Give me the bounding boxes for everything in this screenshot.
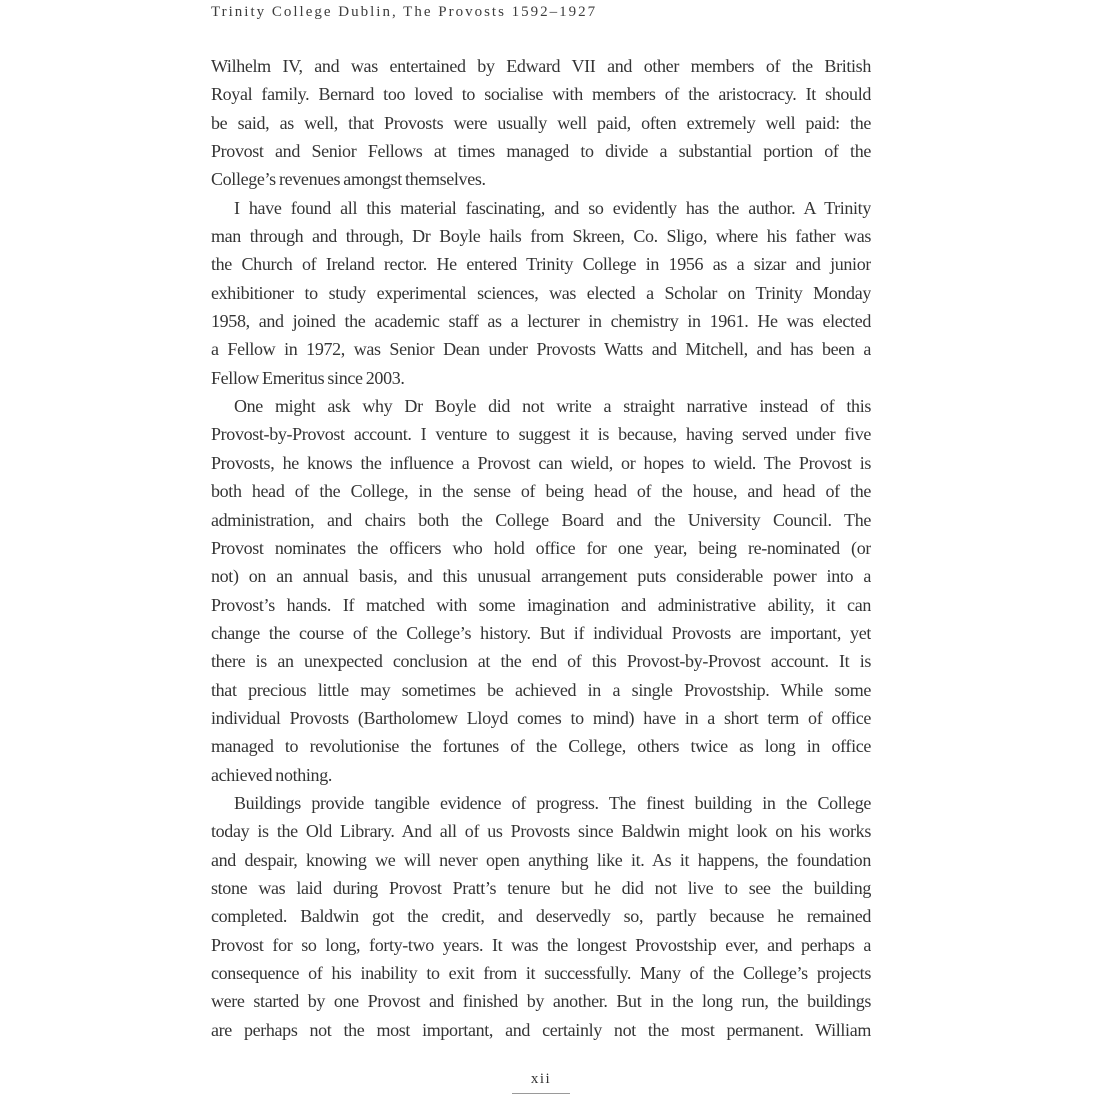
text-line: managed to revolutionise the fortunes of the College, others twice as long in office — [211, 736, 871, 757]
text-line: be said, as well, that Provosts were usually well paid, often extremely well paid: the — [211, 112, 871, 133]
page-footer — [211, 1070, 871, 1094]
text-line: Royal family. Bernard too loved to socialise with members of the aristocracy. It should — [211, 84, 871, 105]
text-line: that precious little may sometimes be achieved in a single Provostship. While some — [211, 679, 871, 700]
running-header — [211, 4, 871, 21]
text-line: Fellow Emeritus since 2003. — [211, 367, 405, 388]
text-line: not) on an annual basis, and this unusual arrangement puts considerable power into a — [211, 566, 871, 587]
text-line: a Fellow in 1972, was Senior Dean under Provosts Watts and Mitchell, and has been a — [211, 339, 871, 360]
text-line: Wilhelm IV, and was entertained by Edward VII and other members of the British — [211, 56, 871, 76]
paragraph — [211, 194, 871, 392]
paragraph — [211, 52, 871, 194]
text-line: the Church of Ireland rector. He entered Trinity College in 1956 as a sizar and junior — [211, 254, 871, 275]
text-line: Provost and Senior Fellows at times managed to divide a substantial portion of the — [211, 141, 871, 162]
text-line: Provost-by-Provost account. I venture to suggest it is because, having served under five — [211, 424, 871, 445]
text-line: Provost nominates the officers who hold office for one year, being re-nominated (or — [211, 537, 871, 558]
text-line: both head of the College, in the sense of being head of the house, and head of the — [211, 481, 871, 502]
text-line: there is an unexpected conclusion at the end of this Provost-by-Provost account. It is — [211, 651, 871, 672]
text-line: achieved nothing. — [211, 764, 333, 785]
text-line: change the course of the College’s history. But if individual Provosts are important, yet — [211, 622, 871, 643]
text-line: Buildings provide tangible evidence of progress. The finest building in the College — [234, 792, 871, 813]
text-line: stone was laid during Provost Pratt’s tenure but he did not live to see the building — [211, 877, 871, 898]
text-line: 1958, and joined the academic staff as a lecturer in chemistry in 1961. He was elected — [211, 311, 871, 332]
running-title: Trinity College Dublin, The Provosts 1592–1927 — [211, 4, 598, 20]
text-line: were started by one Provost and finished by another. But in the long run, the buildings — [211, 991, 871, 1012]
text-line: College’s revenues amongst themselves. — [211, 169, 486, 190]
text-line: One might ask why Dr Boyle did not write a straight narrative instead of this — [234, 396, 871, 417]
text-line: completed. Baldwin got the credit, and deservedly so, partly because he remained — [211, 906, 871, 927]
text-line: administration, and chairs both the College Board and the University Council. The — [211, 509, 871, 530]
text-line: Provost’s hands. If matched with some imagination and administrative ability, it can — [211, 594, 871, 615]
paragraph — [211, 789, 871, 1044]
text-line: are perhaps not the most important, and certainly not the most permanent. William — [211, 1019, 871, 1040]
text-line: I have found all this material fascinating, and so evidently has the author. A Trinity — [234, 197, 871, 218]
text-line: today is the Old Library. And all of us Provosts since Baldwin might look on his works — [211, 821, 871, 842]
paragraph — [211, 392, 871, 789]
text-line: Provosts, he knows the influence a Provost can wield, or hopes to wield. The Provost is — [211, 452, 871, 473]
text-line: Provost for so long, forty-two years. It was the longest Provostship ever, and perhaps a — [211, 934, 871, 955]
text-line: man through and through, Dr Boyle hails from Skreen, Co. Sligo, where his father was — [211, 226, 871, 247]
text-line: individual Provosts (Bartholomew Lloyd comes to mind) have in a short term of office — [211, 707, 871, 728]
text-line: and despair, knowing we will never open anything like it. As it happens, the foundation — [211, 849, 871, 870]
footer-rule — [512, 1093, 570, 1094]
page-body — [211, 52, 871, 1044]
text-line: consequence of his inability to exit from it successfully. Many of the College’s projects — [211, 963, 871, 983]
page-number: xii — [530, 1071, 552, 1087]
text-line: exhibitioner to study experimental sciences, was elected a Scholar on Trinity Monday — [211, 282, 871, 303]
